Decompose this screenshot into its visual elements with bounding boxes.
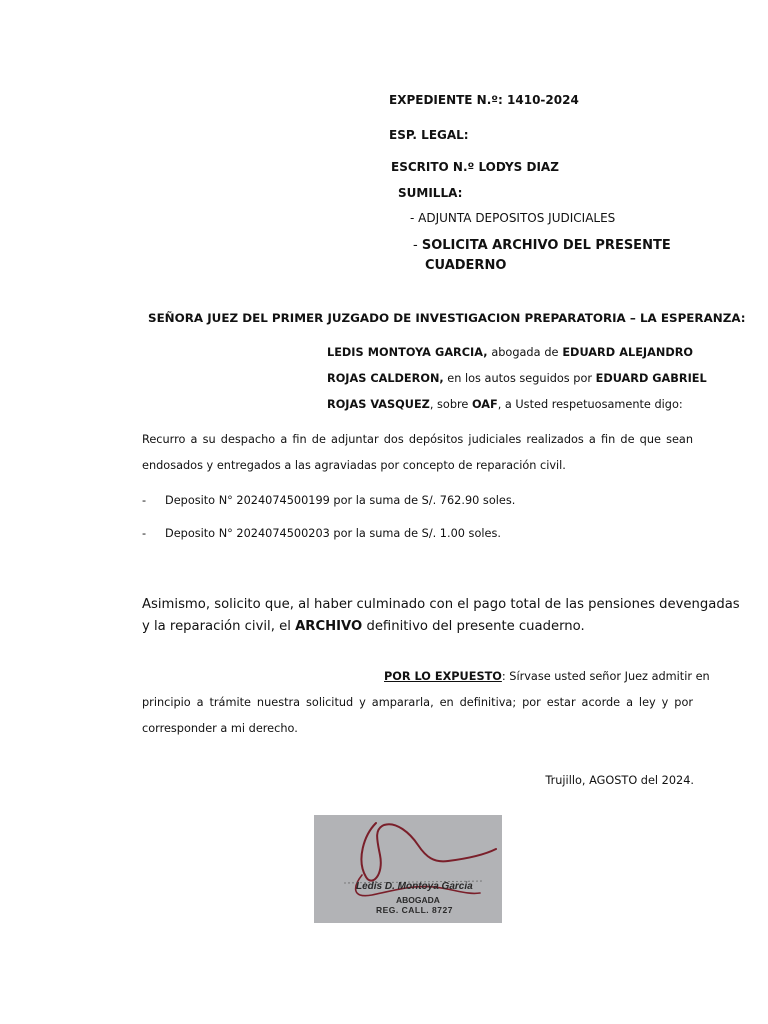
date-line: Trujillo, AGOSTO del 2024. [545,774,694,787]
intro-text-4: , a Usted respetuosamente digo: [497,398,683,411]
deposit-dash-2: - [142,527,147,540]
sumilla-item-2-dash: - [413,238,422,253]
intro-name: LEDIS MONTOYA GARCIA, [327,346,488,359]
intro-line-1 [327,346,693,359]
sumilla-item-2 [413,238,671,253]
intro-text-1: abogada de [487,346,563,359]
escrito-number: ESCRITO N.º LODYS DIAZ [391,160,559,174]
sumilla-item-1 [410,211,615,225]
intro-party-2: ROJAS VASQUEZ [327,398,430,411]
paragraph-2-text-a: y la reparación civil, el [142,619,296,634]
intro-case-type: OAF [471,398,498,411]
signature-stamp [314,815,502,923]
closing-text-1: : Sírvase usted señor Juez admitir en [501,670,710,683]
intro-client-1: EDUARD ALEJANDRO [562,346,694,359]
intro-line-2 [327,372,707,385]
paragraph-2-line-1: Asimismo, solicito que, al haber culminado con el pago total de las pensiones devengadas [142,597,740,612]
deposit-item-1: Deposito N° 2024074500199 por la suma de S/. 762.90 soles. [165,494,516,507]
esp-legal: ESP. LEGAL: [389,128,469,142]
por-lo-expuesto: POR LO EXPUESTO [384,670,502,683]
sumilla-label: SUMILLA: [398,186,463,200]
closing-line-2: principio a trámite nuestra solicitud y ampararla, en definitiva; por estar acorde a ley y por [142,696,693,709]
paragraph-2-line-2 [142,619,585,634]
sumilla-item-2-line1: SOLICITA ARCHIVO DEL PRESENTE [421,238,671,253]
addressee-line: SEÑORA JUEZ DEL PRIMER JUZGADO DE INVESTIGACION PREPARATORIA – LA ESPERANZA: [148,311,746,325]
stamp-name: Ledis D. Montoya Garcia [356,881,473,892]
deposit-item-2: Deposito N° 2024074500203 por la suma de S/. 1.00 soles. [165,527,501,540]
intro-line-3 [327,398,683,411]
sumilla-item-1-text: - ADJUNTA DEPOSITOS JUDICIALES [410,211,616,225]
deposit-dash-1: - [142,494,147,507]
archivo-keyword: ARCHIVO [295,619,363,634]
intro-text-3: , sobre [429,398,472,411]
paragraph-1-line-2: endosados y entregados a las agraviadas por concepto de reparación civil. [142,459,566,472]
expediente-number: EXPEDIENTE N.º: 1410-2024 [389,93,579,107]
stamp-title: ABOGADA [396,895,440,905]
intro-client-2: ROJAS CALDERON, [327,372,444,385]
closing-line-1 [384,670,710,683]
closing-line-3: corresponder a mi derecho. [142,722,298,735]
stamp-reg: REG. CALL. 8727 [376,905,453,915]
intro-text-2: en los autos seguidos por [443,372,596,385]
intro-party-1: EDUARD GABRIEL [595,372,707,385]
paragraph-2-text-b: definitivo del presente cuaderno. [362,619,585,634]
paragraph-1-line-1: Recurro a su despacho a fin de adjuntar dos depósitos judiciales realizados a fin de que sean [142,433,693,446]
sumilla-item-2-line2: CUADERNO [425,258,507,273]
